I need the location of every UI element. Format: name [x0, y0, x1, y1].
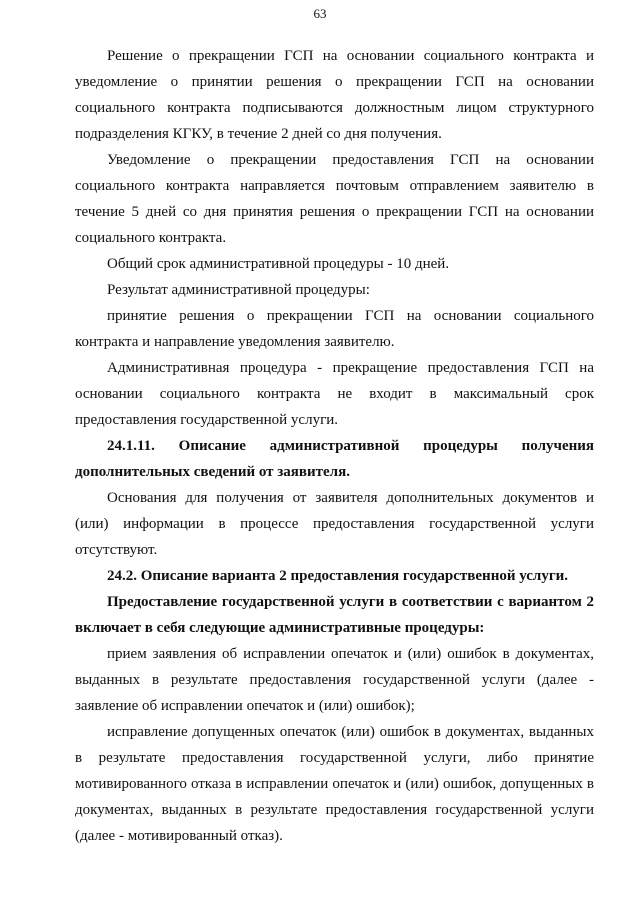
list-item-application-intake: прием заявления об исправлении опечаток и (или) ошибок в документах, выданных в результате предоставления государственной услуги (далее - заявление об исправлении опечаток и (или) ошибок); [75, 646, 594, 714]
section-heading-24-2: 24.2. Описание варианта 2 предоставления государственной услуги. [107, 568, 569, 584]
paragraph-notification-mailing: Уведомление о прекращении предоставления ГСП на основании социального контракта направляется почтовым отправлением заявителю в течение 5 дней со дня принятия решения о прекращении ГСП на основании социального контракта. [75, 152, 594, 246]
paragraph-decision-signing: Решение о прекращении ГСП на основании социального контракта и уведомление о принятии решения о прекращении ГСП на основании социального контракта подписываются должностным лицом структурного подразделения КГКУ, в течение 2 дней со дня получения. [75, 48, 594, 142]
paragraph-result-text: принятие решения о прекращении ГСП на основании социального контракта и направление уведомления заявителю. [75, 308, 594, 350]
paragraph-result-heading: Результат административной процедуры: [107, 282, 370, 298]
paragraph-no-grounds: Основания для получения от заявителя дополнительных документов и (или) информации в процессе предоставления государственной услуги отсутствуют. [75, 490, 594, 558]
list-item-error-correction: исправление допущенных опечаток (или) ошибок в документах, выданных в результате предоставления государственной услуги, либо принятие мотивированного отказа в исправлении опечаток и (или) ошибок, допущенных в документах, выданных в результате предоставления государственной услуги (далее - мотивированный отказ). [75, 724, 594, 844]
paragraph-max-term-note: Административная процедура - прекращение предоставления ГСП на основании социального контракта не входит в максимальный срок предоставления государственной услуги. [75, 360, 594, 428]
page-number: 63 [313, 6, 327, 21]
document-body [75, 43, 594, 849]
section-heading-24-1-11: 24.1.11. Описание административной процедуры получения дополнительных сведений от заявителя. [75, 438, 594, 480]
paragraph-total-term: Общий срок административной процедуры - 10 дней. [107, 256, 450, 272]
paragraph-variant-2-intro: Предоставление государственной услуги в соответствии с вариантом 2 включает в себя следующие административные процедуры: [75, 594, 594, 636]
